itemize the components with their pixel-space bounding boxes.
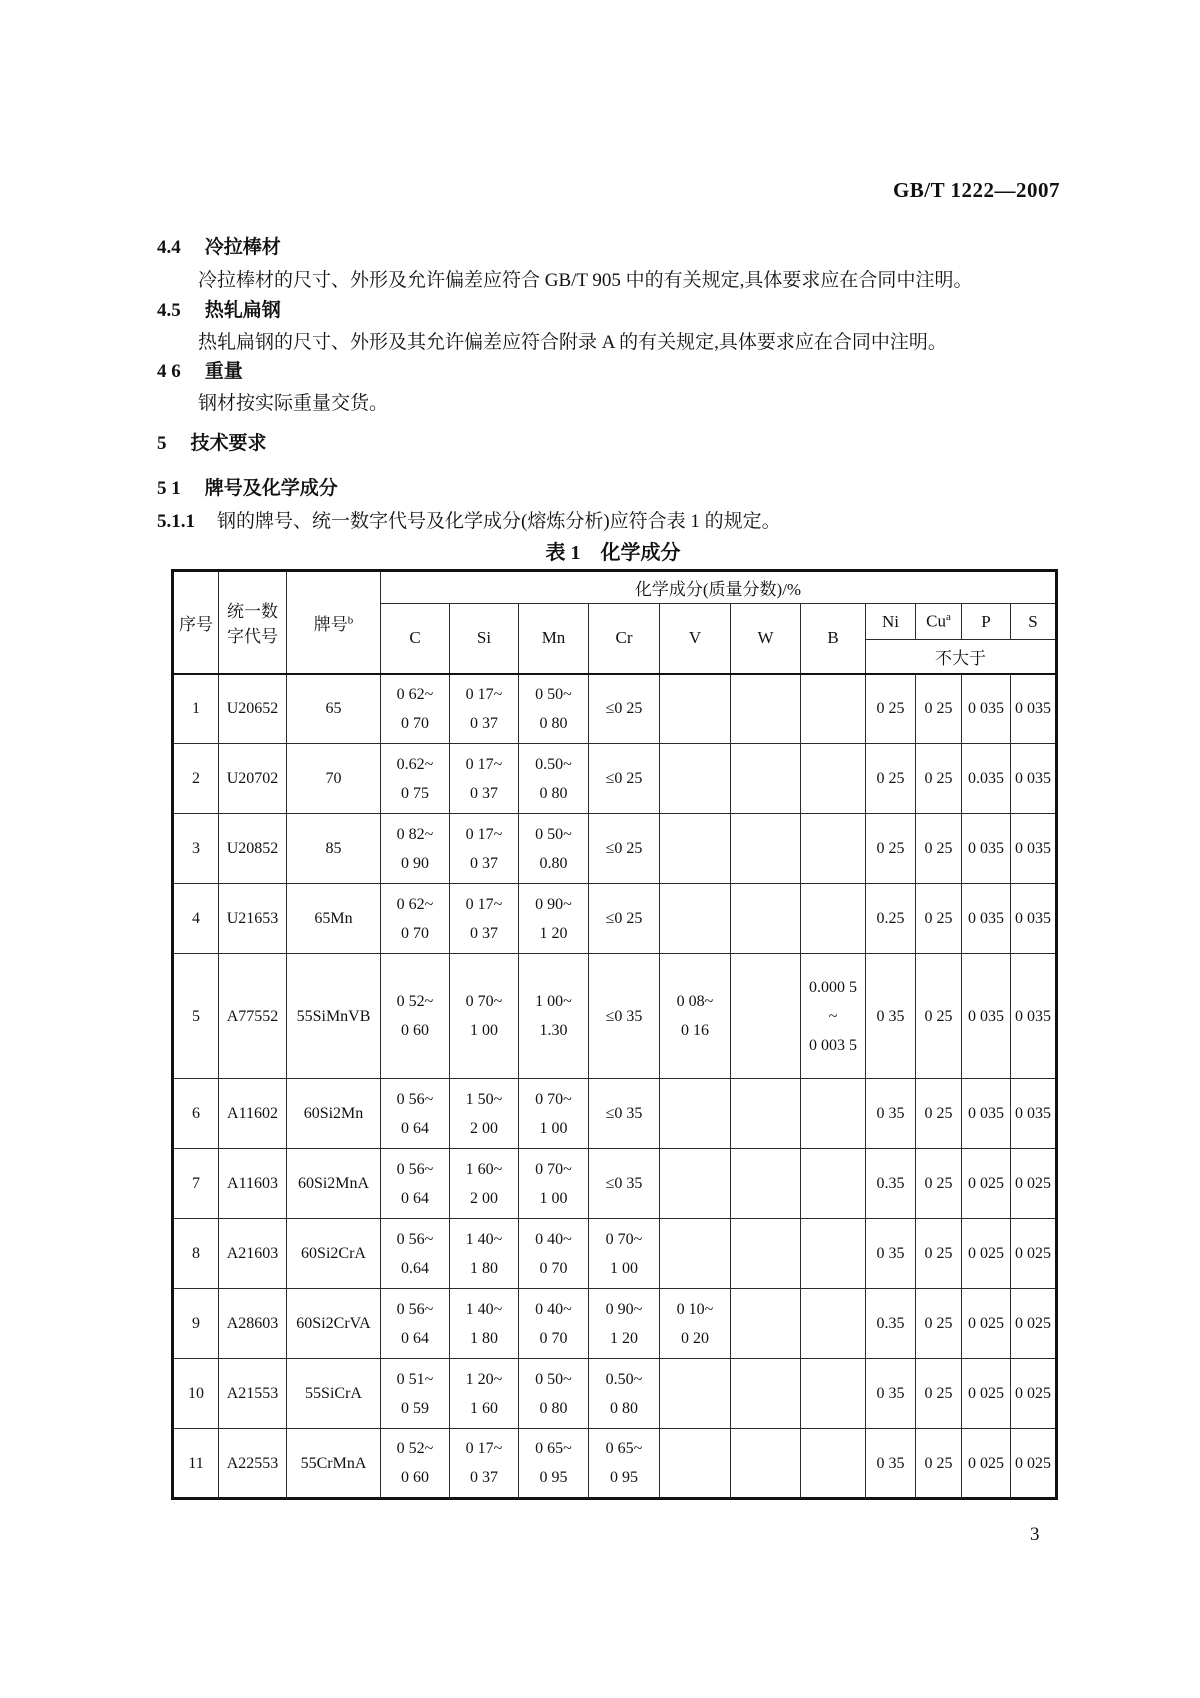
cell-b — [801, 1429, 866, 1499]
col-header-code-line2: 字代号 — [227, 627, 278, 647]
cell-s: 0 035 — [1011, 884, 1057, 954]
cell-seq: 7 — [173, 1149, 219, 1219]
cell-p: 0 025 — [962, 1359, 1011, 1429]
cell-mn: 0 70~ 1 00 — [519, 1079, 589, 1149]
table-title — [171, 536, 1055, 565]
section-heading-4-5 — [157, 295, 281, 322]
cell-s: 0 035 — [1011, 674, 1057, 744]
chemical-composition-table — [171, 569, 1058, 1500]
cell-mn: 0 90~ 1 20 — [519, 884, 589, 954]
cell-ni: 0 25 — [866, 744, 916, 814]
section-title: 牌号及化学成分 — [204, 478, 338, 499]
table-row — [173, 744, 1057, 814]
section-number: 5 1 — [157, 478, 181, 499]
cell-code: A77552 — [219, 954, 287, 1079]
cell-ni: 0 35 — [866, 1079, 916, 1149]
cell-cu: 0 25 — [916, 1359, 962, 1429]
section-title: 技术要求 — [190, 433, 267, 454]
col-header-code-line1: 统一数 — [227, 602, 278, 622]
cu-label: Cu — [926, 611, 946, 631]
cell-cu: 0 25 — [916, 884, 962, 954]
col-header-p: P — [962, 604, 1011, 640]
cell-cr: ≤0 25 — [589, 744, 660, 814]
table-row — [173, 954, 1057, 1079]
cell-b — [801, 1219, 866, 1289]
cell-ni: 0 25 — [866, 814, 916, 884]
cell-b — [801, 814, 866, 884]
section-heading-5 — [157, 428, 267, 455]
table-row — [173, 1429, 1057, 1499]
cell-c: 0 56~ 0 64 — [381, 1079, 450, 1149]
cell-grade: 65Mn — [287, 884, 381, 954]
cell-seq: 3 — [173, 814, 219, 884]
clause-number: 5.1.1 — [157, 511, 195, 532]
cell-ni: 0 35 — [866, 1219, 916, 1289]
cell-code: U20852 — [219, 814, 287, 884]
cell-ni: 0 35 — [866, 954, 916, 1079]
cell-v: 0 08~ 0 16 — [660, 954, 731, 1079]
cell-grade: 55CrMnA — [287, 1429, 381, 1499]
section-title: 冷拉棒材 — [204, 237, 281, 258]
cell-seq: 9 — [173, 1289, 219, 1359]
cell-code: A21553 — [219, 1359, 287, 1429]
cell-w — [731, 1219, 801, 1289]
cell-cr: ≤0 35 — [589, 1149, 660, 1219]
col-header-ni: Ni — [866, 604, 916, 640]
cell-v — [660, 1149, 731, 1219]
section-body-4-4: 冷拉棒材的尺寸、外形及允许偏差应符合 GB/T 905 中的有关规定,具体要求应在合同中注明。 — [198, 270, 973, 291]
cell-s: 0 025 — [1011, 1219, 1057, 1289]
cell-p: 0 035 — [962, 674, 1011, 744]
cell-w — [731, 674, 801, 744]
cell-p: 0 035 — [962, 814, 1011, 884]
cell-b — [801, 884, 866, 954]
section-heading-4-6 — [157, 356, 243, 383]
cell-c: 0 82~ 0 90 — [381, 814, 450, 884]
cell-c: 0 62~ 0 70 — [381, 884, 450, 954]
cell-cr: ≤0 35 — [589, 1079, 660, 1149]
cell-v — [660, 1359, 731, 1429]
cell-cr: 0 90~ 1 20 — [589, 1289, 660, 1359]
cell-si: 0 17~ 0 37 — [450, 884, 519, 954]
table-row — [173, 1359, 1057, 1429]
clause-5-1-1 — [157, 506, 781, 533]
cell-w — [731, 814, 801, 884]
cell-grade: 60Si2CrVA — [287, 1289, 381, 1359]
section-number: 5 — [157, 433, 167, 454]
cell-ni: 0 25 — [866, 674, 916, 744]
cell-w — [731, 1149, 801, 1219]
cell-seq: 11 — [173, 1429, 219, 1499]
section-title: 热轧扁钢 — [204, 300, 281, 321]
cell-w — [731, 1429, 801, 1499]
cell-cu: 0 25 — [916, 1079, 962, 1149]
col-header-mn: Mn — [519, 604, 589, 674]
section-number: 4.4 — [157, 237, 181, 258]
col-header-b: B — [801, 604, 866, 674]
table-number: 表 1 — [545, 542, 581, 564]
cell-code: U21653 — [219, 884, 287, 954]
cell-si: 0 17~ 0 37 — [450, 744, 519, 814]
cell-ni: 0 35 — [866, 1359, 916, 1429]
col-header-c: C — [381, 604, 450, 674]
cell-mn: 0 70~ 1 00 — [519, 1149, 589, 1219]
cell-s: 0 035 — [1011, 1079, 1057, 1149]
cell-v — [660, 744, 731, 814]
cell-seq: 5 — [173, 954, 219, 1079]
cell-p: 0 025 — [962, 1149, 1011, 1219]
cell-cr: ≤0 25 — [589, 814, 660, 884]
cell-v — [660, 814, 731, 884]
section-heading-4-4 — [157, 232, 281, 259]
cell-code: U20702 — [219, 744, 287, 814]
cell-mn: 0 40~ 0 70 — [519, 1219, 589, 1289]
col-header-code — [219, 571, 287, 674]
cell-b — [801, 1149, 866, 1219]
cell-code: A22553 — [219, 1429, 287, 1499]
cell-mn: 0 40~ 0 70 — [519, 1289, 589, 1359]
table-row — [173, 814, 1057, 884]
section-number: 4 6 — [157, 361, 181, 382]
cell-grade: 60Si2CrA — [287, 1219, 381, 1289]
cell-cr: 0 65~ 0 95 — [589, 1429, 660, 1499]
col-header-cr: Cr — [589, 604, 660, 674]
cell-code: A28603 — [219, 1289, 287, 1359]
cell-p: 0.035 — [962, 744, 1011, 814]
cell-s: 0 035 — [1011, 954, 1057, 1079]
col-header-v: V — [660, 604, 731, 674]
cell-ni: 0.35 — [866, 1149, 916, 1219]
cell-grade: 55SiMnVB — [287, 954, 381, 1079]
cu-footnote-mark: a — [945, 611, 951, 624]
cell-p: 0 035 — [962, 954, 1011, 1079]
table-row — [173, 1289, 1057, 1359]
cell-code: A21603 — [219, 1219, 287, 1289]
cell-w — [731, 1289, 801, 1359]
cell-w — [731, 954, 801, 1079]
table-row — [173, 884, 1057, 954]
cell-cr: 0 70~ 1 00 — [589, 1219, 660, 1289]
cell-b — [801, 674, 866, 744]
table-title-text: 化学成分 — [600, 542, 681, 564]
cell-si: 1 60~ 2 00 — [450, 1149, 519, 1219]
section-heading-5-1 — [157, 473, 338, 500]
cell-c: 0 52~ 0 60 — [381, 1429, 450, 1499]
cell-grade: 60Si2Mn — [287, 1079, 381, 1149]
cell-s: 0 025 — [1011, 1149, 1057, 1219]
cell-si: 0 17~ 0 37 — [450, 814, 519, 884]
cell-seq: 6 — [173, 1079, 219, 1149]
cell-c: 0 62~ 0 70 — [381, 674, 450, 744]
cell-v — [660, 884, 731, 954]
cell-code: U20652 — [219, 674, 287, 744]
page-number: 3 — [1030, 1524, 1040, 1545]
cell-v: 0 10~ 0 20 — [660, 1289, 731, 1359]
cell-grade: 65 — [287, 674, 381, 744]
cell-si: 1 20~ 1 60 — [450, 1359, 519, 1429]
cell-v — [660, 1219, 731, 1289]
cell-grade: 85 — [287, 814, 381, 884]
cell-cu: 0 25 — [916, 954, 962, 1079]
cell-cr: ≤0 35 — [589, 954, 660, 1079]
cell-c: 0 56~ 0 64 — [381, 1289, 450, 1359]
cell-mn: 0.50~ 0 80 — [519, 744, 589, 814]
cell-p: 0 025 — [962, 1289, 1011, 1359]
cell-s: 0 035 — [1011, 744, 1057, 814]
cell-si: 0 17~ 0 37 — [450, 1429, 519, 1499]
cell-mn: 0 50~ 0 80 — [519, 674, 589, 744]
cell-v — [660, 1429, 731, 1499]
cell-ni: 0.35 — [866, 1289, 916, 1359]
cell-v — [660, 674, 731, 744]
cell-w — [731, 884, 801, 954]
col-header-cu — [916, 604, 962, 640]
cell-b: 0.000 5 ~ 0 003 5 — [801, 954, 866, 1079]
cell-b — [801, 744, 866, 814]
cell-c: 0.62~ 0 75 — [381, 744, 450, 814]
cell-mn: 0 50~ 0.80 — [519, 814, 589, 884]
cell-cu: 0 25 — [916, 1289, 962, 1359]
cell-grade: 70 — [287, 744, 381, 814]
cell-mn: 0 65~ 0 95 — [519, 1429, 589, 1499]
col-header-s: S — [1011, 604, 1057, 640]
cell-s: 0 035 — [1011, 814, 1057, 884]
standard-number: GB/T 1222—2007 — [892, 178, 1060, 202]
cell-c: 0 52~ 0 60 — [381, 954, 450, 1079]
cell-p: 0 025 — [962, 1429, 1011, 1499]
cell-cu: 0 25 — [916, 744, 962, 814]
table-row — [173, 1079, 1057, 1149]
cell-b — [801, 1359, 866, 1429]
section-body-4-5: 热轧扁钢的尺寸、外形及其允许偏差应符合附录 A 的有关规定,具体要求应在合同中注明。 — [198, 332, 947, 353]
section-title: 重量 — [204, 361, 243, 382]
cell-w — [731, 1359, 801, 1429]
cell-si: 0 17~ 0 37 — [450, 674, 519, 744]
cell-cu: 0 25 — [916, 674, 962, 744]
cell-p: 0 025 — [962, 1219, 1011, 1289]
section-body-4-6: 钢材按实际重量交货。 — [198, 393, 389, 414]
grade-footnote-mark: b — [347, 614, 354, 627]
cell-s: 0 025 — [1011, 1429, 1057, 1499]
cell-p: 0 035 — [962, 1079, 1011, 1149]
cell-si: 1 40~ 1 80 — [450, 1219, 519, 1289]
cell-code: A11602 — [219, 1079, 287, 1149]
cell-si: 1 40~ 1 80 — [450, 1289, 519, 1359]
cell-cr: ≤0 25 — [589, 884, 660, 954]
col-header-grade — [287, 571, 381, 674]
table-row — [173, 1149, 1057, 1219]
table-row — [173, 674, 1057, 744]
cell-w — [731, 744, 801, 814]
cell-s: 0 025 — [1011, 1289, 1057, 1359]
grade-label: 牌号 — [313, 614, 348, 634]
cell-grade: 60Si2MnA — [287, 1149, 381, 1219]
cell-mn: 1 00~ 1.30 — [519, 954, 589, 1079]
col-header-composition-span: 化学成分(质量分数)/% — [381, 571, 1057, 604]
cell-v — [660, 1079, 731, 1149]
section-number: 4.5 — [157, 300, 181, 321]
col-header-si: Si — [450, 604, 519, 674]
cell-seq: 4 — [173, 884, 219, 954]
cell-w — [731, 1079, 801, 1149]
cell-seq: 2 — [173, 744, 219, 814]
col-header-seq: 序号 — [173, 571, 219, 674]
cell-cr: ≤0 25 — [589, 674, 660, 744]
clause-text: 钢的牌号、统一数字代号及化学成分(熔炼分析)应符合表 1 的规定。 — [217, 511, 781, 532]
cell-s: 0 025 — [1011, 1359, 1057, 1429]
cell-c: 0 56~ 0.64 — [381, 1219, 450, 1289]
table-row — [173, 1219, 1057, 1289]
cell-b — [801, 1079, 866, 1149]
col-header-w: W — [731, 604, 801, 674]
cell-cu: 0 25 — [916, 1219, 962, 1289]
cell-p: 0 035 — [962, 884, 1011, 954]
table-body — [173, 674, 1057, 1499]
cell-cu: 0 25 — [916, 1149, 962, 1219]
cell-seq: 10 — [173, 1359, 219, 1429]
cell-ni: 0.25 — [866, 884, 916, 954]
cell-si: 0 70~ 1 00 — [450, 954, 519, 1079]
cell-cr: 0.50~ 0 80 — [589, 1359, 660, 1429]
cell-grade: 55SiCrA — [287, 1359, 381, 1429]
cell-mn: 0 50~ 0 80 — [519, 1359, 589, 1429]
cell-c: 0 51~ 0 59 — [381, 1359, 450, 1429]
cell-cu: 0 25 — [916, 1429, 962, 1499]
col-header-not-greater-than: 不大于 — [866, 640, 1057, 674]
cell-code: A11603 — [219, 1149, 287, 1219]
cell-si: 1 50~ 2 00 — [450, 1079, 519, 1149]
cell-b — [801, 1289, 866, 1359]
cell-seq: 1 — [173, 674, 219, 744]
cell-seq: 8 — [173, 1219, 219, 1289]
cell-c: 0 56~ 0 64 — [381, 1149, 450, 1219]
cell-ni: 0 35 — [866, 1429, 916, 1499]
cell-cu: 0 25 — [916, 814, 962, 884]
